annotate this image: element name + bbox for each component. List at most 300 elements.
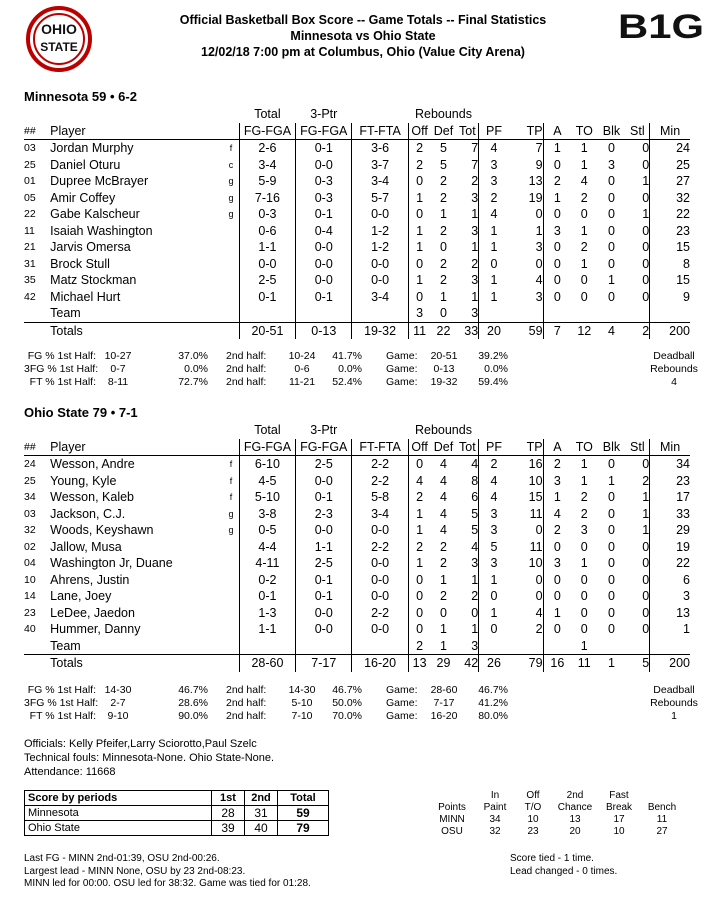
player-position: g	[228, 508, 234, 519]
empty-cell	[626, 106, 650, 123]
def-reb-cell: 1	[439, 289, 447, 304]
empty-cell	[223, 655, 239, 672]
empty-cell	[650, 422, 690, 439]
tp-cell: 4	[535, 605, 543, 620]
shooting-pct-minnesota	[24, 350, 724, 390]
assist-cell: 3	[543, 473, 571, 490]
player-position	[223, 621, 239, 638]
player-row	[24, 506, 690, 523]
block-cell: 0	[607, 240, 615, 255]
pct-h2p: 52.4%	[332, 376, 362, 388]
lead-changed: Lead changed - 0 times.	[510, 865, 618, 877]
assist-cell: 0	[543, 539, 571, 556]
tot-reb-cell: 7	[471, 157, 479, 172]
block-cell: 0	[607, 556, 615, 571]
minutes-cell: 24	[650, 140, 690, 157]
technical-fouls: Technical fouls: Minnesota-None. Ohio State-None.	[24, 752, 275, 764]
player-name: Matz Stockman	[50, 273, 137, 288]
pf-cell: 0	[479, 256, 509, 273]
player-row	[24, 621, 690, 638]
pct-h2: 14-30	[288, 684, 316, 696]
pts-head1	[640, 790, 684, 802]
minutes-cell: 13	[650, 605, 690, 622]
fg3-cell: 0-0	[296, 239, 352, 256]
assist-cell: 2	[543, 173, 571, 190]
ohio-state-logo	[26, 6, 92, 72]
player-number: 22	[24, 208, 36, 221]
block-cell: 1	[597, 655, 625, 672]
pct-h2p: 50.0%	[332, 697, 362, 709]
fg3-cell: 0-0	[296, 605, 352, 622]
ft-cell: 0-0	[352, 588, 408, 605]
off-reb-cell: 13	[408, 655, 430, 672]
fg3-cell: 7-17	[296, 655, 352, 672]
shooting-pct-ohio-state	[24, 684, 724, 724]
player-number: 11	[24, 224, 35, 237]
off-reb-cell: 0	[408, 456, 430, 473]
empty-cell	[223, 123, 239, 140]
pct-g: 20-51	[430, 350, 458, 362]
empty-cell	[223, 305, 239, 322]
tp-cell: 3	[535, 289, 543, 304]
fg3-cell: 0-0	[296, 473, 352, 490]
pct-h1: 14-30	[104, 684, 132, 696]
pts-value: 10	[613, 826, 625, 837]
def-reb-cell: 1	[439, 622, 447, 637]
pct-gp: 39.2%	[478, 350, 508, 362]
block-cell: 0	[607, 589, 615, 604]
empty-cell	[223, 106, 239, 123]
box-score-table-ohio-state	[24, 422, 690, 672]
pts-head2: Break	[605, 802, 633, 813]
empty-cell	[352, 422, 408, 439]
player-number: 21	[24, 241, 36, 254]
col-tot-header: Tot	[459, 439, 476, 454]
pts-team: MINN	[439, 814, 465, 825]
periods-header-total: Total	[278, 791, 329, 806]
def-reb-cell: 2	[439, 223, 447, 238]
ft-cell: 0-0	[352, 621, 408, 638]
svg-text:STATE: STATE	[40, 40, 78, 54]
tp-cell: 7	[509, 140, 543, 157]
pct-h1p: 0.0%	[184, 363, 208, 375]
def-reb-cell: 2	[439, 539, 447, 554]
box-score-table-minnesota	[24, 106, 690, 339]
minutes-cell: 1	[650, 621, 690, 638]
player-position	[223, 572, 239, 589]
pct-g: 0-13	[433, 363, 455, 375]
assist-cell: 2	[543, 456, 571, 473]
fg-cell: 1-1	[239, 239, 295, 256]
pts-head2: Chance	[557, 802, 593, 813]
pf-cell: 1	[479, 605, 509, 622]
pct-h1: 2-7	[110, 697, 126, 709]
pct-h2label: 2nd half:	[226, 363, 267, 375]
empty-cell	[223, 638, 239, 655]
off-reb-cell: 2	[408, 140, 430, 157]
minutes-cell: 32	[650, 190, 690, 207]
ft-cell: 2-2	[352, 456, 408, 473]
fg-cell: 4-5	[239, 473, 295, 490]
player-position: g	[228, 525, 234, 536]
pct-h1: 8-11	[107, 376, 129, 388]
turnover-cell: 11	[571, 655, 597, 672]
minutes-cell: 23	[650, 223, 690, 240]
empty-cell	[239, 305, 295, 322]
def-reb-cell: 0	[439, 605, 447, 620]
off-reb-cell: 0	[408, 572, 430, 589]
pts-value: 17	[613, 814, 625, 825]
fg-cell: 0-5	[239, 522, 295, 539]
pct-label: FT % 1st Half:	[29, 710, 96, 722]
deadball-label: Deadball	[653, 350, 695, 362]
fg3-cell: 0-3	[296, 173, 352, 190]
def-reb-cell: 1	[439, 572, 447, 587]
empty-cell	[24, 106, 50, 123]
empty-cell	[223, 322, 239, 339]
fg-cell: 0-0	[239, 256, 295, 273]
def-reb-cell: 4	[430, 456, 456, 473]
matchup-title: Minnesota vs Ohio State	[290, 29, 436, 43]
steal-cell: 0	[626, 456, 650, 473]
tot-reb-cell: 8	[471, 473, 479, 488]
empty-cell	[650, 305, 690, 322]
minutes-cell: 19	[650, 539, 690, 556]
col-tot-header: Tot	[459, 123, 476, 138]
minutes-cell: 25	[650, 157, 690, 174]
def-reb-cell: 4	[439, 473, 447, 488]
pts-head1: Off	[526, 790, 540, 801]
player-number: 31	[24, 257, 36, 270]
def-reb-cell: 2	[439, 273, 447, 288]
deadball-value: 4	[671, 376, 677, 388]
periods-header-2nd: 2nd	[245, 791, 278, 806]
tot-reb-cell: 0	[471, 605, 479, 620]
tot-reb-cell: 1	[471, 240, 479, 255]
off-reb-cell: 0	[408, 605, 430, 622]
totals-label: Totals	[50, 322, 223, 339]
tp-cell: 11	[529, 506, 543, 521]
off-reb-cell: 4	[408, 473, 430, 490]
minutes-cell: 15	[650, 239, 690, 256]
pct-h1p: 72.7%	[178, 376, 208, 388]
tot-reb-cell: 3	[471, 223, 479, 238]
assist-cell: 0	[543, 157, 571, 174]
fg3-cell: 0-1	[296, 588, 352, 605]
assist-cell: 2	[543, 522, 571, 539]
fg3-cell: 0-1	[296, 289, 352, 306]
steal-cell: 0	[642, 256, 650, 271]
pf-cell: 0	[479, 621, 509, 638]
player-number: 14	[24, 590, 36, 603]
tot-reb-cell: 1	[471, 622, 479, 637]
svg-text:OHIO: OHIO	[41, 21, 77, 37]
player-name: Ahrens, Justin	[50, 572, 130, 587]
report-title: Official Basketball Box Score -- Game Totals -- Final Statistics	[179, 13, 547, 27]
tp-cell: 0	[535, 207, 543, 222]
steal-cell: 1	[642, 506, 650, 521]
group-3ptr-header: 3-Ptr	[310, 107, 338, 122]
pts-head1	[428, 790, 476, 802]
player-number: 05	[24, 191, 36, 204]
minutes-cell: 9	[650, 289, 690, 306]
col-pf-header: PF	[479, 123, 509, 140]
col-player-header: Player	[50, 439, 86, 454]
pts-value: 11	[656, 814, 668, 825]
time-led: MINN led for 00:00. OSU led for 38:32. Game was tied for 01:28.	[24, 878, 311, 889]
steal-cell: 0	[642, 556, 650, 571]
assist-cell: 0	[543, 289, 571, 306]
empty-cell	[626, 422, 650, 439]
pct-h2p: 0.0%	[338, 363, 362, 375]
pct-h1p: 37.0%	[178, 350, 208, 362]
pct-gp: 0.0%	[484, 363, 508, 375]
empty-cell	[352, 106, 408, 123]
player-name: Amir Coffey	[50, 190, 116, 205]
def-reb-cell: 5	[430, 140, 456, 157]
ft-cell: 0-0	[352, 522, 408, 539]
group-rebounds-header: Rebounds	[414, 107, 472, 122]
steal-cell: 0	[626, 140, 650, 157]
tot-reb-cell: 1	[471, 207, 479, 222]
column-header-row	[24, 123, 690, 140]
pct-glabel: Game:	[386, 376, 418, 388]
def-reb-cell: 4	[439, 506, 447, 521]
group-total-header: Total	[254, 423, 281, 438]
tot-reb-cell: 7	[457, 140, 479, 157]
tot-reb-cell: 3	[471, 306, 479, 321]
pf-cell: 3	[479, 522, 509, 539]
periods-team: Minnesota	[25, 806, 212, 821]
tp-cell: 59	[509, 322, 543, 339]
last-fg: Last FG - MINN 2nd-01:39, OSU 2nd-00:26.	[24, 853, 220, 864]
pct-gp: 59.4%	[478, 376, 508, 388]
steal-cell: 0	[642, 273, 650, 288]
col-fg3-header: FG-FGA	[296, 439, 352, 456]
fg3-cell: 0-0	[296, 522, 352, 539]
column-header-row	[24, 439, 690, 456]
player-number: 02	[24, 540, 36, 553]
steal-cell: 0	[642, 589, 650, 604]
col-fg-header: FG-FGA	[239, 439, 295, 456]
player-position: f	[223, 140, 239, 157]
minutes-cell: 34	[650, 456, 690, 473]
pct-glabel: Game:	[386, 363, 418, 375]
off-reb-cell: 1	[408, 190, 430, 207]
off-reb-cell: 1	[408, 522, 430, 539]
lead-changes	[510, 853, 617, 878]
pct-h2p: 46.7%	[332, 684, 362, 696]
col-tp-header: TP	[526, 123, 543, 138]
empty-cell	[597, 305, 625, 322]
game-flow-notes	[24, 853, 311, 891]
turnover-cell: 0	[580, 539, 588, 554]
assist-cell: 0	[543, 206, 571, 223]
fg3-cell: 2-5	[296, 456, 352, 473]
totals-row	[24, 322, 690, 339]
fg3-cell: 1-1	[296, 539, 352, 556]
tp-cell: 10	[528, 556, 543, 571]
tot-reb-cell: 1	[471, 572, 479, 587]
pct-h1: 0-7	[110, 363, 126, 375]
svg-text:B1G: B1G	[618, 8, 704, 42]
col-def-header: Def	[433, 439, 454, 454]
group-3ptr-header: 3-Ptr	[310, 423, 338, 438]
pts-value: 20	[569, 826, 581, 837]
totals-row	[24, 655, 690, 672]
assist-cell: 0	[543, 256, 571, 273]
pct-label: 3FG % 1st Half:	[24, 697, 99, 709]
block-cell: 0	[607, 523, 615, 538]
off-reb-cell: 0	[408, 206, 430, 223]
fg-cell: 5-9	[239, 173, 295, 190]
ft-cell: 3-4	[352, 289, 408, 306]
player-row	[24, 256, 690, 273]
player-name: Wesson, Kaleb	[50, 490, 135, 505]
col-fg-header: FG-FGA	[239, 123, 295, 140]
turnover-cell: 2	[580, 490, 588, 505]
off-reb-cell: 1	[408, 272, 430, 289]
turnover-cell: 0	[580, 605, 588, 620]
game-datetime: 12/02/18 7:00 pm at Columbus, Ohio (Value City Arena)	[201, 45, 525, 59]
player-number: 03	[24, 140, 50, 157]
minutes-cell: 6	[650, 572, 690, 589]
pf-cell: 4	[479, 206, 509, 223]
assist-cell: 7	[543, 322, 571, 339]
pf-cell: 4	[479, 140, 509, 157]
pct-h1p: 90.0%	[178, 710, 208, 722]
turnover-cell: 12	[571, 322, 597, 339]
def-reb-cell: 2	[439, 556, 447, 571]
player-name: Dupree McBrayer	[50, 174, 149, 189]
assist-cell: 4	[543, 506, 571, 523]
fg-cell: 1-3	[239, 605, 295, 622]
block-cell: 0	[607, 605, 615, 620]
player-position	[223, 605, 239, 622]
team-title-ohio-state: Ohio State 79 • 7-1	[24, 405, 138, 420]
pf-cell: 2	[479, 456, 509, 473]
minutes-cell: 200	[650, 655, 690, 672]
player-name: LeDee, Jaedon	[50, 605, 135, 620]
player-position: c	[228, 159, 234, 170]
tp-cell: 0	[535, 589, 543, 604]
player-row	[24, 140, 690, 157]
pct-label: FT % 1st Half:	[29, 376, 96, 388]
team-title-minnesota: Minnesota 59 • 6-2	[24, 89, 137, 104]
pct-h2p: 41.7%	[332, 350, 362, 362]
empty-cell	[24, 322, 50, 339]
pf-cell: 2	[479, 190, 509, 207]
periods-score: 40	[245, 821, 278, 836]
pct-g: 16-20	[430, 710, 458, 722]
col-blk-header: Blk	[602, 439, 621, 454]
minutes-cell: 17	[650, 489, 690, 506]
player-name: Jarvis Omersa	[50, 240, 131, 255]
pts-head1: In	[490, 790, 500, 801]
fg-cell: 4-11	[239, 555, 295, 572]
fg-cell: 6-10	[239, 456, 295, 473]
assist-cell: 0	[543, 621, 571, 638]
pct-label: FG % 1st Half:	[27, 684, 96, 696]
empty-cell	[24, 655, 50, 672]
fg3-cell: 0-0	[296, 621, 352, 638]
def-reb-cell: 22	[430, 322, 456, 339]
col-min-header: Min	[650, 123, 690, 140]
player-row	[24, 157, 690, 174]
assist-cell: 1	[543, 190, 571, 207]
ft-cell: 3-7	[352, 157, 408, 174]
player-position	[223, 555, 239, 572]
steal-cell: 0	[642, 539, 650, 554]
fg3-cell: 0-1	[296, 572, 352, 589]
fg-cell: 1-1	[239, 621, 295, 638]
pct-h1p: 46.7%	[178, 684, 208, 696]
block-cell: 0	[607, 174, 615, 189]
ft-cell: 1-2	[352, 223, 408, 240]
pf-cell: 26	[479, 655, 509, 672]
turnover-cell: 0	[580, 622, 588, 637]
player-row	[24, 272, 690, 289]
ft-cell: 1-2	[352, 239, 408, 256]
pf-cell: 1	[479, 239, 509, 256]
empty-cell	[24, 422, 50, 439]
block-cell: 0	[607, 207, 615, 222]
steal-cell: 0	[642, 622, 650, 637]
steal-cell: 0	[642, 157, 650, 172]
pct-h2label: 2nd half:	[226, 697, 267, 709]
fg-cell: 20-51	[239, 322, 295, 339]
steal-cell: 0	[642, 289, 650, 304]
pct-g: 7-17	[433, 697, 455, 709]
block-cell: 0	[607, 190, 615, 205]
periods-header-1st: 1st	[212, 791, 245, 806]
minutes-cell: 3	[650, 588, 690, 605]
block-cell: 0	[607, 572, 615, 587]
block-cell: 0	[607, 490, 615, 505]
player-number: 03	[24, 507, 36, 520]
pts-head2: Points	[438, 802, 466, 813]
tp-cell: 9	[535, 157, 543, 172]
turnover-cell: 1	[580, 223, 588, 238]
fg-cell: 0-2	[239, 572, 295, 589]
fg-cell: 2-6	[239, 140, 295, 157]
tp-cell: 10	[528, 473, 543, 488]
def-reb-cell: 1	[439, 207, 447, 222]
fg-cell: 0-1	[239, 588, 295, 605]
pts-head2: Bench	[647, 802, 677, 813]
periods-score: 31	[245, 806, 278, 821]
empty-cell	[223, 422, 239, 439]
empty-cell	[543, 106, 571, 123]
empty-cell	[296, 638, 352, 655]
ft-cell: 3-4	[352, 173, 408, 190]
pct-h1p: 28.6%	[178, 697, 208, 709]
player-name: Brock Stull	[50, 256, 110, 271]
empty-cell	[479, 305, 509, 322]
periods-score: 39	[212, 821, 245, 836]
pct-label: FG % 1st Half:	[27, 350, 96, 362]
deadball-label: Deadball	[653, 684, 695, 696]
minutes-cell: 33	[650, 506, 690, 523]
off-reb-cell: 3	[408, 305, 430, 322]
off-reb-cell: 0	[408, 289, 430, 306]
attendance: Attendance: 11668	[24, 766, 116, 778]
team-rebounds-row	[24, 638, 690, 655]
tot-reb-cell: 6	[471, 490, 479, 505]
player-row	[24, 173, 690, 190]
ft-cell: 5-8	[352, 489, 408, 506]
player-position	[223, 539, 239, 556]
